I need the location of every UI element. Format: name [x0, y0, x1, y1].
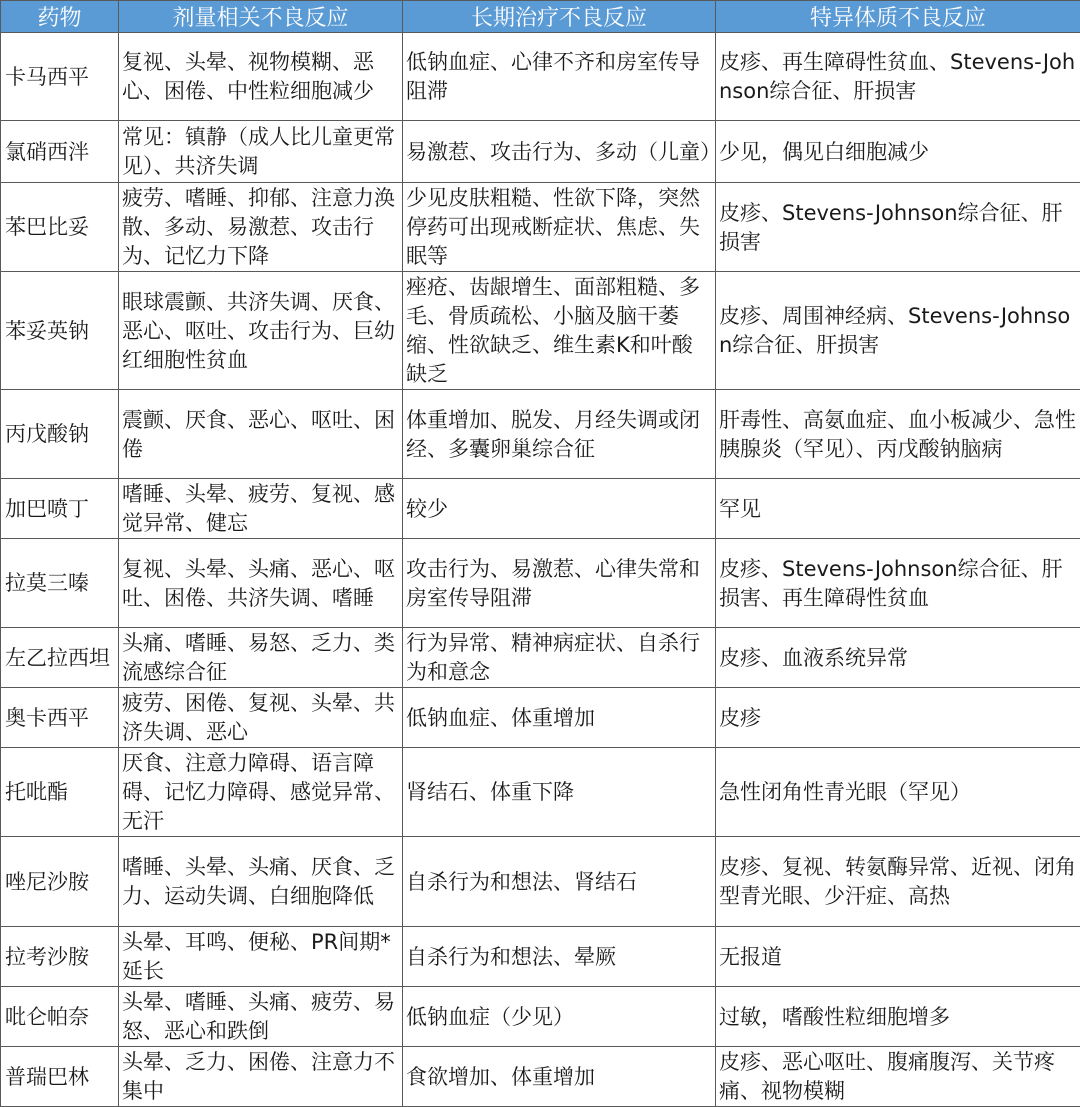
header-idiosyncratic: 特异体质不良反应 [716, 1, 1080, 33]
idiosyncratic-cell: 皮疹、Stevens-Johnson综合征、肝损害、再生障碍性贫血 [716, 539, 1080, 628]
dose-related-cell: 厌食、注意力障碍、语言障碍、记忆力障碍、感觉异常、无汗 [119, 748, 403, 837]
header-row [1, 1, 1080, 33]
idiosyncratic-cell: 过敏，嗜酸性粒细胞增多 [716, 987, 1080, 1047]
idiosyncratic-cell: 无报道 [716, 927, 1080, 987]
drug-name: 左乙拉西坦 [1, 628, 119, 688]
header-dose-related: 剂量相关不良反应 [119, 1, 403, 33]
long-term-cell: 自杀行为和想法、晕厥 [403, 927, 716, 987]
idiosyncratic-cell: 皮疹、再生障碍性贫血、Stevens-Johnson综合征、肝损害 [716, 33, 1080, 121]
table-row [1, 183, 1080, 272]
table-row [1, 987, 1080, 1047]
idiosyncratic-cell: 急性闭角性青光眼（罕见） [716, 748, 1080, 837]
dose-related-cell: 头晕、耳鸣、便秘、PR间期*延长 [119, 927, 403, 987]
long-term-cell: 低钠血症（少见） [403, 987, 716, 1047]
long-term-cell: 肾结石、体重下降 [403, 748, 716, 837]
table-row [1, 390, 1080, 479]
long-term-cell: 自杀行为和想法、肾结石 [403, 837, 716, 927]
dose-related-cell: 眼球震颤、共济失调、厌食、恶心、呕吐、攻击行为、巨幼红细胞性贫血 [119, 272, 403, 390]
table-row [1, 121, 1080, 183]
dose-related-cell: 常见：镇静（成人比儿童更常见）、共济失调 [119, 121, 403, 183]
long-term-cell: 易激惹、攻击行为、多动（儿童） [403, 121, 716, 183]
table-row [1, 33, 1080, 121]
dose-related-cell: 复视、头晕、头痛、恶心、呕吐、困倦、共济失调、嗜睡 [119, 539, 403, 628]
drug-name: 普瑞巴林 [1, 1047, 119, 1107]
table-row [1, 927, 1080, 987]
table-row [1, 748, 1080, 837]
table-row [1, 1047, 1080, 1107]
drug-name: 苯巴比妥 [1, 183, 119, 272]
idiosyncratic-cell: 少见，偶见白细胞减少 [716, 121, 1080, 183]
dose-related-cell: 疲劳、困倦、复视、头晕、共济失调、恶心 [119, 688, 403, 748]
long-term-cell: 低钠血症、心律不齐和房室传导阻滞 [403, 33, 716, 121]
drug-name: 卡马西平 [1, 33, 119, 121]
table-row [1, 688, 1080, 748]
idiosyncratic-cell: 皮疹、复视、转氨酶异常、近视、闭角型青光眼、少汗症、高热 [716, 837, 1080, 927]
drug-name: 加巴喷丁 [1, 479, 119, 539]
idiosyncratic-cell: 肝毒性、高氨血症、血小板减少、急性胰腺炎（罕见）、丙戊酸钠脑病 [716, 390, 1080, 479]
long-term-cell: 食欲增加、体重增加 [403, 1047, 716, 1107]
long-term-cell: 少见皮肤粗糙、性欲下降，突然停药可出现戒断症状、焦虑、失眠等 [403, 183, 716, 272]
dose-related-cell: 头晕、嗜睡、头痛、疲劳、易怒、恶心和跌倒 [119, 987, 403, 1047]
table-row [1, 539, 1080, 628]
long-term-cell: 攻击行为、易激惹、心律失常和房室传导阻滞 [403, 539, 716, 628]
drug-name: 氯硝西泮 [1, 121, 119, 183]
dose-related-cell: 嗜睡、头晕、头痛、厌食、乏力、运动失调、白细胞降低 [119, 837, 403, 927]
drug-name: 唑尼沙胺 [1, 837, 119, 927]
table-row [1, 837, 1080, 927]
idiosyncratic-cell: 皮疹、恶心呕吐、腹痛腹泻、关节疼痛、视物模糊 [716, 1047, 1080, 1107]
drug-name: 吡仑帕奈 [1, 987, 119, 1047]
idiosyncratic-cell: 皮疹、Stevens-Johnson综合征、肝损害 [716, 183, 1080, 272]
drug-name: 拉莫三嗪 [1, 539, 119, 628]
drug-name: 苯妥英钠 [1, 272, 119, 390]
header-drug: 药物 [1, 1, 119, 33]
drug-name: 丙戊酸钠 [1, 390, 119, 479]
drug-name: 奥卡西平 [1, 688, 119, 748]
long-term-cell: 痤疮、齿龈增生、面部粗糙、多毛、骨质疏松、小脑及脑干萎缩、性欲缺乏、维生素K和叶酸缺乏 [403, 272, 716, 390]
table-row [1, 272, 1080, 390]
long-term-cell: 低钠血症、体重增加 [403, 688, 716, 748]
dose-related-cell: 头晕、乏力、困倦、注意力不集中 [119, 1047, 403, 1107]
dose-related-cell: 疲劳、嗜睡、抑郁、注意力涣散、多动、易激惹、攻击行为、记忆力下降 [119, 183, 403, 272]
header-long-term: 长期治疗不良反应 [403, 1, 716, 33]
drug-name: 托吡酯 [1, 748, 119, 837]
dose-related-cell: 头痛、嗜睡、易怒、乏力、类流感综合征 [119, 628, 403, 688]
long-term-cell: 较少 [403, 479, 716, 539]
table-row [1, 628, 1080, 688]
idiosyncratic-cell: 皮疹 [716, 688, 1080, 748]
long-term-cell: 行为异常、精神病症状、自杀行为和意念 [403, 628, 716, 688]
long-term-cell: 体重增加、脱发、月经失调或闭经、多囊卵巢综合征 [403, 390, 716, 479]
dose-related-cell: 震颤、厌食、恶心、呕吐、困倦 [119, 390, 403, 479]
idiosyncratic-cell: 罕见 [716, 479, 1080, 539]
drug-name: 拉考沙胺 [1, 927, 119, 987]
idiosyncratic-cell: 皮疹、周围神经病、Stevens-Johnson综合征、肝损害 [716, 272, 1080, 390]
dose-related-cell: 嗜睡、头晕、疲劳、复视、感觉异常、健忘 [119, 479, 403, 539]
dose-related-cell: 复视、头晕、视物模糊、恶心、困倦、中性粒细胞减少 [119, 33, 403, 121]
table-row [1, 479, 1080, 539]
idiosyncratic-cell: 皮疹、血液系统异常 [716, 628, 1080, 688]
